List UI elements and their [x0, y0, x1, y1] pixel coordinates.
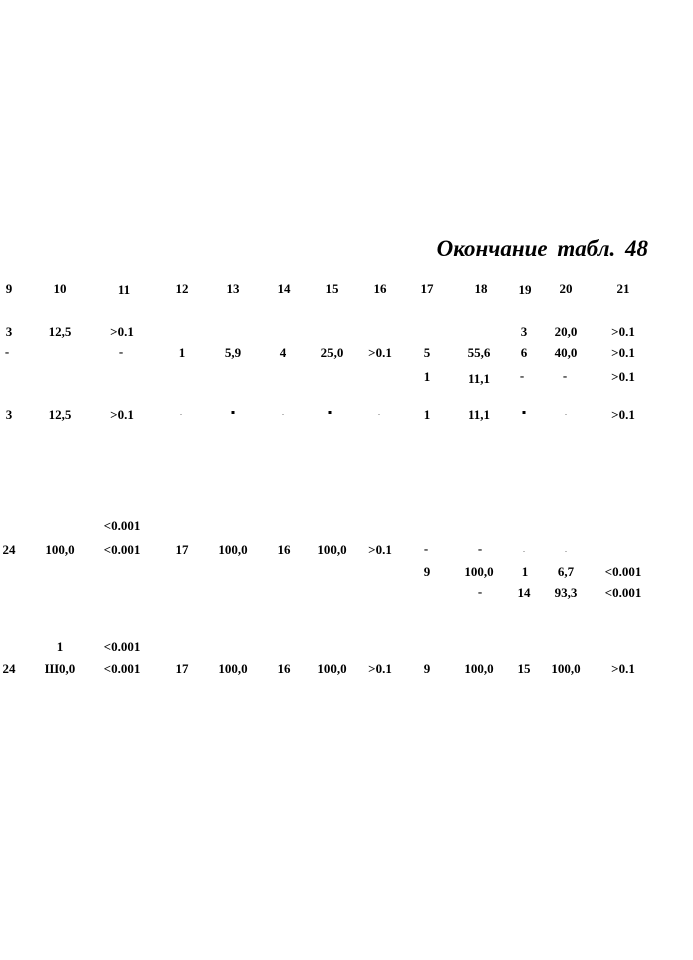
empty-cell-dot [566, 414, 567, 415]
table-cell: 6,7 [557, 564, 575, 579]
table-cell: 1 [521, 564, 529, 579]
empty-cell-dot [283, 414, 284, 415]
table-cell: >0.1 [611, 369, 635, 384]
empty-cell-dot [524, 551, 525, 552]
table-cell: - [519, 368, 525, 383]
table-cell: 1 [423, 407, 431, 422]
table-cell: 9 [423, 661, 431, 676]
table-cell: 17 [175, 542, 189, 557]
table-cell: 100,0 [464, 661, 494, 676]
table-cell: 25,0 [320, 345, 344, 360]
table-cell: 100,0 [45, 542, 75, 557]
table-cell: - [477, 584, 483, 599]
empty-cell-dot [329, 411, 332, 414]
empty-cell-dot [523, 411, 526, 414]
table-cell: >0.1 [110, 324, 134, 339]
table-cell: 11,1 [467, 407, 491, 422]
table-cell: <0.001 [604, 585, 642, 600]
table-cell: 24 [2, 661, 16, 676]
table-cell: 24 [2, 542, 16, 557]
table-cell: 6 [520, 345, 528, 360]
table-cell: 17 [175, 661, 189, 676]
table-cell: 5 [423, 345, 431, 360]
column-header-11: 11 [117, 282, 131, 297]
table-cell: 3 [5, 407, 13, 422]
table-cell: 100,0 [317, 542, 347, 557]
table-cell: 11,1 [467, 371, 491, 386]
table-cell: >0.1 [368, 542, 392, 557]
table-cell: 100,0 [551, 661, 581, 676]
column-header-18: 18 [474, 281, 488, 296]
table-cell: >0.1 [611, 661, 635, 676]
empty-cell-dot [566, 551, 567, 552]
table-cell: 55,6 [467, 345, 491, 360]
empty-cell-dot [232, 411, 235, 414]
table-cell: 100,0 [464, 564, 494, 579]
table-cell: 93,3 [554, 585, 578, 600]
table-cell: 1 [56, 639, 64, 654]
table-cell: <0.001 [604, 564, 642, 579]
column-header-17: 17 [420, 281, 434, 296]
column-header-9: 9 [5, 281, 13, 296]
table-cell: 12,5 [48, 324, 72, 339]
table-cell: >0.1 [368, 345, 392, 360]
table-cell: 5,9 [224, 345, 242, 360]
empty-cell-dot [181, 414, 182, 415]
table-caption: Окончание табл. 48 [436, 236, 648, 261]
table-cell: - [477, 541, 483, 556]
table-cell: - [4, 344, 10, 359]
table-cell: 16 [277, 661, 291, 676]
table-cell: >0.1 [611, 407, 635, 422]
table-cell: 1 [423, 369, 431, 384]
empty-cell-dot [379, 414, 380, 415]
table-cell: - [118, 344, 124, 359]
column-header-21: 21 [616, 281, 630, 296]
column-header-19: 19 [518, 282, 532, 297]
table-cell: 9 [423, 564, 431, 579]
table-cell: 15 [517, 661, 531, 676]
table-cell: 1 [178, 345, 186, 360]
column-header-16: 16 [373, 281, 387, 296]
table-cell: >0.1 [611, 324, 635, 339]
table-cell: - [562, 368, 568, 383]
table-cell: 40,0 [554, 345, 578, 360]
table-cell: <0.001 [103, 542, 141, 557]
table-cell: 14 [517, 585, 531, 600]
table-cell: >0.1 [368, 661, 392, 676]
column-header-20: 20 [559, 281, 573, 296]
column-header-12: 12 [175, 281, 189, 296]
table-cell: <0.001 [103, 639, 141, 654]
table-cell: 3 [520, 324, 528, 339]
table-cell: 12,5 [48, 407, 72, 422]
column-header-10: 10 [53, 281, 67, 296]
table-cell: 100,0 [218, 661, 248, 676]
table-cell: 16 [277, 542, 291, 557]
table-cell: - [423, 541, 429, 556]
table-cell: 100,0 [317, 661, 347, 676]
table-cell: >0.1 [611, 345, 635, 360]
table-cell: 20,0 [554, 324, 578, 339]
table-cell: 3 [5, 324, 13, 339]
table-cell: <0.001 [103, 518, 141, 533]
table-cell: <0.001 [103, 661, 141, 676]
column-header-15: 15 [325, 281, 339, 296]
column-header-14: 14 [277, 281, 291, 296]
table-cell: 4 [279, 345, 287, 360]
table-cell: Ш0,0 [44, 661, 76, 676]
column-header-13: 13 [226, 281, 240, 296]
table-cell: 100,0 [218, 542, 248, 557]
table-cell: >0.1 [110, 407, 134, 422]
